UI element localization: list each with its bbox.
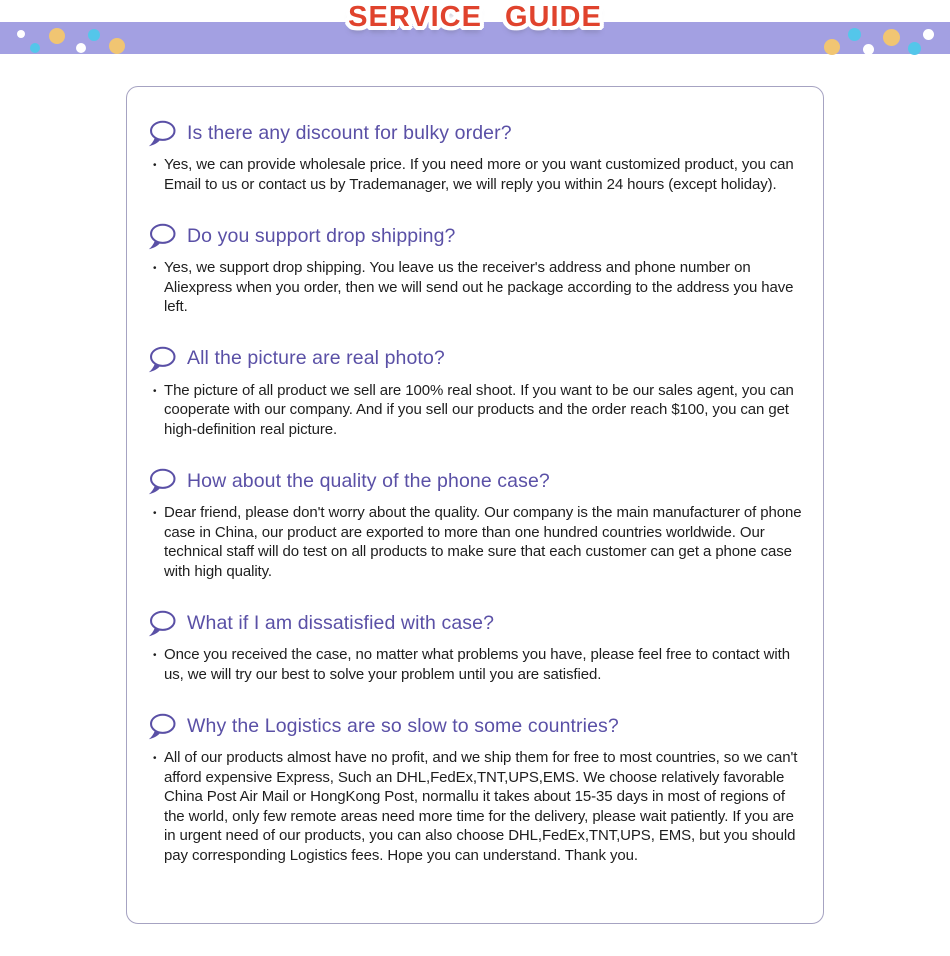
faq-section bbox=[146, 712, 817, 865]
faq-question-row bbox=[146, 119, 817, 147]
speech-bubble-icon bbox=[146, 345, 176, 373]
decorative-dot bbox=[908, 42, 921, 55]
faq-answer: • Dear friend, please don't worry about the quality. Our company is the main manufacturer of phone case in China, our product are exported to more than one hundred countries worldwide. Our technical staff will do test on all products to make sure that each customer can get a phone case with high quality. bbox=[146, 503, 802, 581]
decorative-dot bbox=[109, 38, 125, 54]
page-title: SERVICE GUIDE bbox=[348, 1, 602, 33]
faq-section bbox=[146, 609, 817, 684]
faq-question-row bbox=[146, 609, 817, 637]
speech-bubble-icon bbox=[146, 119, 176, 147]
faq-question: Do you support drop shipping? bbox=[187, 224, 456, 247]
faq-question-row bbox=[146, 467, 817, 495]
speech-bubble-icon bbox=[146, 712, 176, 740]
faq-answer: • Yes, we support drop shipping. You leave us the receiver's address and phone number on Aliexpress when you order, then we will send out he package according to the address you have left. bbox=[146, 258, 802, 317]
speech-bubble-icon bbox=[146, 609, 176, 637]
faq-answer: • Yes, we can provide wholesale price. If you need more or you want customized product, you can Email to us or contact us by Trademanager, we will reply you within 24 hours (except holiday). bbox=[146, 155, 802, 194]
faq-section bbox=[146, 345, 817, 440]
speech-bubble-icon bbox=[146, 222, 176, 250]
faq-section bbox=[146, 467, 817, 581]
speech-bubble-icon bbox=[146, 467, 176, 495]
faq-section bbox=[146, 222, 817, 317]
decorative-dot bbox=[49, 28, 65, 44]
faq-question: How about the quality of the phone case? bbox=[187, 469, 550, 492]
decorative-dot bbox=[848, 28, 861, 41]
decorative-dot bbox=[17, 30, 25, 38]
decorative-dot bbox=[923, 29, 934, 40]
decorative-dot bbox=[883, 29, 900, 46]
faq-question-row bbox=[146, 712, 817, 740]
faq-question: All the picture are real photo? bbox=[187, 347, 445, 369]
faq-question: Is there any discount for bulky order? bbox=[187, 121, 512, 144]
faq-question: Why the Logistics are so slow to some countries? bbox=[187, 714, 619, 737]
decorative-dot bbox=[30, 43, 40, 53]
faq-answer: • Once you received the case, no matter what problems you have, please feel free to contact with us, we will try our best to solve your problem until you are satisfied. bbox=[146, 645, 802, 684]
faq-question-row bbox=[146, 345, 817, 373]
faq-section bbox=[146, 119, 817, 194]
faq-question-row bbox=[146, 222, 817, 250]
decorative-dot bbox=[76, 43, 86, 53]
faq-answer: • All of our products almost have no profit, and we ship them for free to most countries, so we can't afford expensive Express, Such an DHL,FedEx,TNT,UPS,EMS. We choose relatively favorable China Post Air Mail or HongKong Post, normallu it takes about 15-35 days in most of regions of the world, only few remote areas need more time for the delivery, please wait patiently. If you are in urgent need of our products, you can also choose DHL,FedEx,TNT,UPS, EMS, but you should pay corresponding Logistics fees. Hope you can understand. Thank you. bbox=[146, 748, 802, 865]
faq-answer: • The picture of all product we sell are 100% real shoot. If you want to be our sales agent, you can cooperate with our company. And if you sell our products and the order reach $100, you can get high-definition real picture. bbox=[146, 381, 802, 440]
decorative-dot bbox=[88, 29, 100, 41]
decorative-dot bbox=[824, 39, 840, 55]
decorative-dot bbox=[863, 44, 874, 55]
service-guide-card bbox=[126, 86, 824, 924]
faq-question: What if I am dissatisfied with case? bbox=[187, 611, 495, 634]
